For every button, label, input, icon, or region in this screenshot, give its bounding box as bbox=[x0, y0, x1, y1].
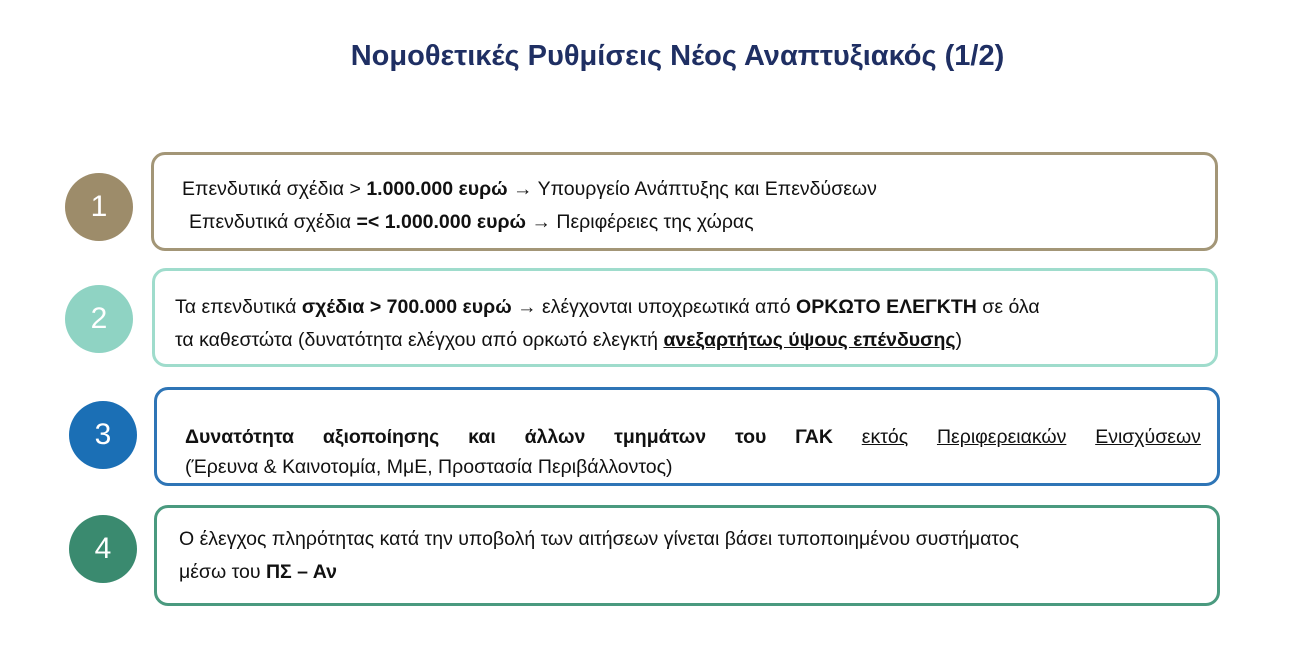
step-3-box bbox=[154, 387, 1220, 486]
step-2-line-1: Τα επενδυτικά σχέδια > 700.000 ευρώ → ελέγχονται υποχρεωτικά από ΟΡΚΩΤΟ ΕΛΕΓΚΤΗ σε όλα bbox=[175, 296, 1040, 318]
step-4-line-1: Ο έλεγχος πληρότητας κατά την υποβολή των αιτήσεων γίνεται βάσει τυποποιημένου συστήματος bbox=[179, 528, 1020, 550]
step-1-badge: 1 bbox=[65, 173, 133, 241]
step-3-line-2: (Έρευνα & Καινοτομία, ΜμΕ, Προστασία Περιβάλλοντος) bbox=[185, 456, 673, 478]
step-2-badge: 2 bbox=[65, 285, 133, 353]
step-4-box bbox=[154, 505, 1220, 606]
step-4-line-2: μέσω του ΠΣ – Αν bbox=[179, 561, 337, 583]
step-1-line-1: Επενδυτικά σχέδια > 1.000.000 ευρώ → Υπουργείο Ανάπτυξης και Επενδύσεων bbox=[182, 178, 877, 200]
step-3-line-1: Δυνατότητα αξιοποίησης και άλλων τμημάτων του ΓΑΚ εκτός Περιφερειακών Ενισχύσεων bbox=[185, 426, 1201, 448]
step-2-line-2: τα καθεστώτα (δυνατότητα ελέγχου από ορκωτό ελεγκτή ανεξαρτήτως ύψους επένδυσης) bbox=[175, 329, 963, 351]
step-1-box bbox=[151, 152, 1218, 251]
step-4-badge: 4 bbox=[69, 515, 137, 583]
page-title: Νομοθετικές Ρυθμίσεις Νέος Αναπτυξιακός (1/2) bbox=[350, 40, 1005, 72]
step-3-badge: 3 bbox=[69, 401, 137, 469]
step-1-line-2: Επενδυτικά σχέδια =< 1.000.000 ευρώ → Περιφέρειες της χώρας bbox=[189, 211, 754, 233]
step-2-box bbox=[152, 268, 1218, 367]
